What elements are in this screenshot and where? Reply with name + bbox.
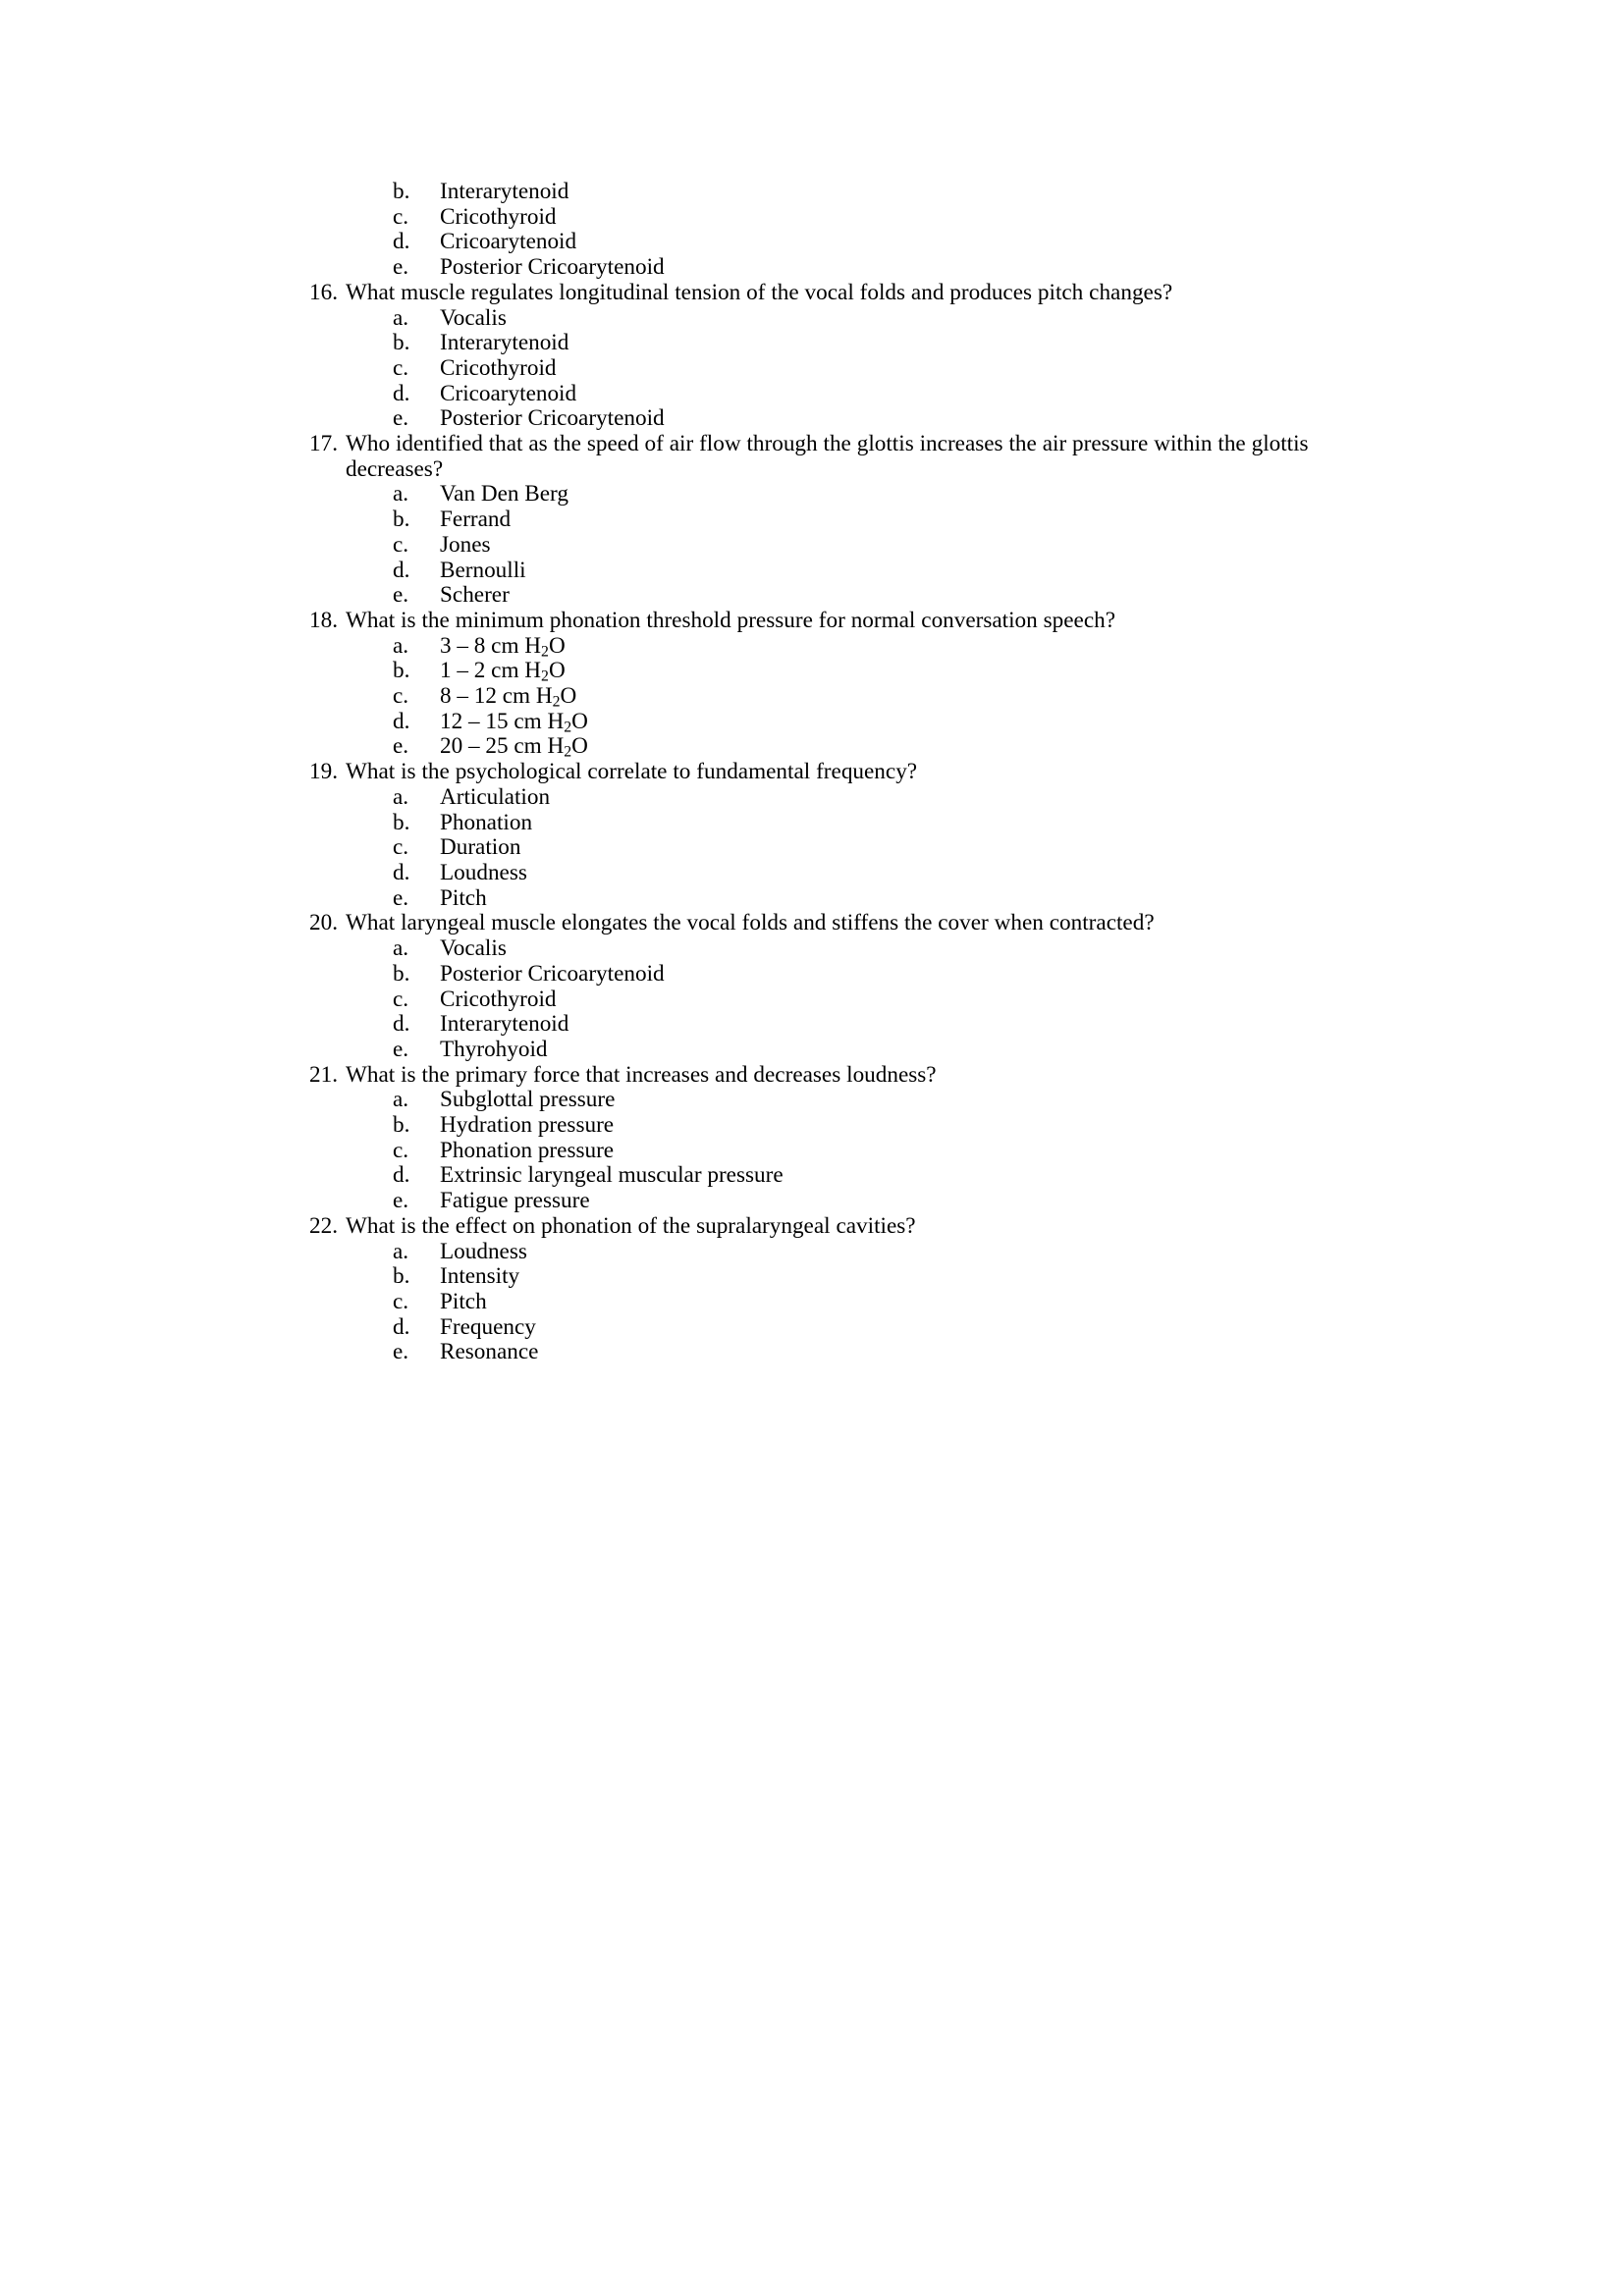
answer-option-text: Vocalis <box>440 935 507 962</box>
answer-option[interactable] <box>299 230 1350 255</box>
answer-option-letter: c. <box>393 203 409 230</box>
answer-option-letter: d. <box>393 380 410 406</box>
answer-option[interactable] <box>299 1240 1350 1265</box>
answer-option-letter: a. <box>393 632 409 659</box>
answer-option[interactable] <box>299 861 1350 886</box>
question-text: What muscle regulates longitudinal tension of the vocal folds and produces pitch changes? <box>346 279 1173 305</box>
question-row <box>299 281 1350 306</box>
answer-option-text: Duration <box>440 834 521 861</box>
answer-option-letter: d. <box>393 1313 410 1340</box>
answer-option[interactable] <box>299 936 1350 962</box>
question-number: 20. <box>309 910 338 936</box>
chemical-subscript: 2 <box>541 643 549 661</box>
question-row <box>299 432 1350 482</box>
answer-option-text: Interarytenoid <box>440 179 569 204</box>
answer-option-text: Phonation pressure <box>440 1137 615 1163</box>
answer-option[interactable] <box>299 659 1350 684</box>
answer-option[interactable] <box>299 180 1350 205</box>
answer-option-letter: e. <box>393 1188 409 1214</box>
answer-option[interactable] <box>299 1340 1350 1365</box>
answer-option-letter: c. <box>393 354 409 381</box>
answer-option-text: Intensity <box>440 1263 520 1290</box>
answer-option-letter: b. <box>393 507 410 533</box>
answer-option-letter: d. <box>393 1162 410 1189</box>
answer-option[interactable] <box>299 710 1350 735</box>
question-text: What is the primary force that increases and decreases loudness? <box>346 1061 937 1088</box>
answer-option[interactable] <box>299 482 1350 507</box>
answer-option-letter: e. <box>393 582 409 609</box>
answer-option-letter: c. <box>393 1137 409 1163</box>
answer-option-letter: b. <box>393 330 410 356</box>
answer-option[interactable] <box>299 507 1350 533</box>
answer-option-letter: c. <box>393 986 409 1012</box>
answer-option-text: 1 – 2 cm $H_2O$ <box>440 658 566 685</box>
answer-option-text: Articulation <box>440 783 551 810</box>
answer-option-text: Loudness <box>440 1238 527 1264</box>
answer-option-text: Frequency <box>440 1313 536 1340</box>
answer-option-letter: e. <box>393 405 409 432</box>
answer-option[interactable] <box>299 559 1350 584</box>
answer-option-text: Posterior Cricoarytenoid <box>440 405 665 432</box>
answer-option-letter: c. <box>393 531 409 558</box>
answer-option-text: Vocalis <box>440 304 507 331</box>
question-row <box>299 760 1350 785</box>
answer-option[interactable] <box>299 331 1350 356</box>
answer-option-text: Interarytenoid <box>440 330 569 356</box>
answer-option[interactable] <box>299 886 1350 912</box>
answer-option[interactable] <box>299 255 1350 281</box>
question-block <box>299 911 1350 1062</box>
answer-option[interactable] <box>299 533 1350 559</box>
question-block <box>299 1063 1350 1214</box>
answer-option-letter: b. <box>393 179 410 204</box>
question-number: 18. <box>309 607 338 633</box>
question-text: What is the effect on phonation of the supralaryngeal cavities? <box>346 1212 916 1239</box>
answer-option-letter: b. <box>393 1112 410 1139</box>
answer-option-letter: a. <box>393 304 409 331</box>
question-block <box>299 760 1350 911</box>
answer-option-text: Cricoarytenoid <box>440 229 577 255</box>
answer-option-text: Pitch <box>440 884 487 911</box>
answer-option[interactable] <box>299 734 1350 760</box>
answer-option-text: Van Den Berg <box>440 481 568 507</box>
answer-option-text: Ferrand <box>440 507 512 533</box>
answer-option-letter: d. <box>393 708 410 734</box>
answer-option[interactable] <box>299 406 1350 432</box>
answer-option-text: Fatigue pressure <box>440 1188 590 1214</box>
answer-option-letter: a. <box>393 1238 409 1264</box>
question-block <box>299 1214 1350 1365</box>
answer-option[interactable] <box>299 1088 1350 1113</box>
answer-option-letter: d. <box>393 557 410 583</box>
answer-option-text: 8 – 12 cm $H_2O$ <box>440 683 577 711</box>
answer-option[interactable] <box>299 811 1350 836</box>
answer-option-text: Cricoarytenoid <box>440 380 577 406</box>
answer-option-letter: d. <box>393 859 410 885</box>
answer-option-letter: a. <box>393 783 409 810</box>
answer-option-text: Jones <box>440 531 491 558</box>
answer-option-letter: a. <box>393 1087 409 1113</box>
answer-option-text: Thyrohyoid <box>440 1036 548 1062</box>
answer-option-letter: c. <box>393 1288 409 1314</box>
chemical-subscript: 2 <box>552 693 561 711</box>
question-block <box>299 281 1350 432</box>
answer-option[interactable] <box>299 1315 1350 1341</box>
answer-option-letter: e. <box>393 254 409 281</box>
question-row <box>299 1214 1350 1240</box>
chemical-subscript: 2 <box>541 667 549 685</box>
answer-option-text: Loudness <box>440 859 527 885</box>
answer-option[interactable] <box>299 356 1350 382</box>
answer-option-text: Phonation <box>440 809 533 835</box>
answer-option-letter: e. <box>393 733 409 760</box>
answer-option-letter: b. <box>393 658 410 684</box>
answer-option[interactable] <box>299 1012 1350 1038</box>
answer-option-letter: c. <box>393 683 409 710</box>
answer-option-text: Hydration pressure <box>440 1112 615 1139</box>
answer-option[interactable] <box>299 1139 1350 1164</box>
question-number: 22. <box>309 1212 338 1239</box>
answer-option-letter: b. <box>393 809 410 835</box>
answer-option[interactable] <box>299 684 1350 710</box>
answer-option[interactable] <box>299 988 1350 1013</box>
answer-option[interactable] <box>299 583 1350 609</box>
question-number: 19. <box>309 759 338 785</box>
answer-option-text: Subglottal pressure <box>440 1087 616 1113</box>
answer-option-text: Bernoulli <box>440 557 526 583</box>
answer-option[interactable] <box>299 1290 1350 1315</box>
answer-option-text: Extrinsic laryngeal muscular pressure <box>440 1162 784 1189</box>
question-row <box>299 609 1350 634</box>
answer-option[interactable] <box>299 634 1350 660</box>
quiz-content <box>299 180 1350 1365</box>
answer-option-text: Resonance <box>440 1339 539 1365</box>
question-text: Who identified that as the speed of air flow through the glottis increases the air pressure within the glottis decreases? <box>346 431 1309 482</box>
question-text: What laryngeal muscle elongates the vocal folds and stiffens the cover when contracted? <box>346 910 1155 936</box>
question-number: 21. <box>309 1061 338 1088</box>
question-row <box>299 1063 1350 1089</box>
answer-option-letter: c. <box>393 834 409 861</box>
answer-option-letter: b. <box>393 960 410 987</box>
orphan-option-list <box>299 180 1350 281</box>
answer-option[interactable] <box>299 382 1350 407</box>
answer-option-text: 3 – 8 cm $H_2O$ <box>440 632 566 661</box>
answer-option-letter: b. <box>393 1263 410 1290</box>
answer-option-letter: a. <box>393 481 409 507</box>
question-number: 17. <box>309 431 338 457</box>
answer-option[interactable] <box>299 306 1350 332</box>
answer-option[interactable] <box>299 785 1350 811</box>
answer-option[interactable] <box>299 1163 1350 1189</box>
answer-option-text: Cricothyroid <box>440 354 557 381</box>
answer-option[interactable] <box>299 205 1350 231</box>
answer-option-text: Pitch <box>440 1288 487 1314</box>
answer-option-text: Scherer <box>440 582 510 609</box>
answer-option[interactable] <box>299 1113 1350 1139</box>
answer-option-letter: e. <box>393 1036 409 1062</box>
answer-option-text: Cricothyroid <box>440 203 557 230</box>
question-block <box>299 432 1350 609</box>
answer-option[interactable] <box>299 1038 1350 1063</box>
answer-option-text: Cricothyroid <box>440 986 557 1012</box>
answer-option-letter: d. <box>393 229 410 255</box>
question-block <box>299 609 1350 760</box>
answer-option-letter: e. <box>393 1339 409 1365</box>
answer-option-text: Posterior Cricoarytenoid <box>440 960 665 987</box>
question-text: What is the psychological correlate to fundamental frequency? <box>346 759 918 785</box>
question-row <box>299 911 1350 936</box>
question-text: What is the minimum phonation threshold pressure for normal conversation speech? <box>346 607 1116 633</box>
question-number: 16. <box>309 279 338 305</box>
answer-option-text: 20 – 25 cm $H_2O$ <box>440 733 588 761</box>
answer-option-letter: e. <box>393 884 409 911</box>
answer-option[interactable] <box>299 1189 1350 1214</box>
question-list <box>299 281 1350 1365</box>
chemical-subscript: 2 <box>564 719 572 736</box>
answer-option[interactable] <box>299 962 1350 988</box>
answer-option[interactable] <box>299 1264 1350 1290</box>
answer-option-text: Interarytenoid <box>440 1011 569 1038</box>
answer-option-letter: d. <box>393 1011 410 1038</box>
answer-option[interactable] <box>299 835 1350 861</box>
chemical-subscript: 2 <box>564 743 572 761</box>
answer-option-text: 12 – 15 cm $H_2O$ <box>440 708 588 736</box>
answer-option-text: Posterior Cricoarytenoid <box>440 254 665 281</box>
answer-option-letter: a. <box>393 935 409 962</box>
